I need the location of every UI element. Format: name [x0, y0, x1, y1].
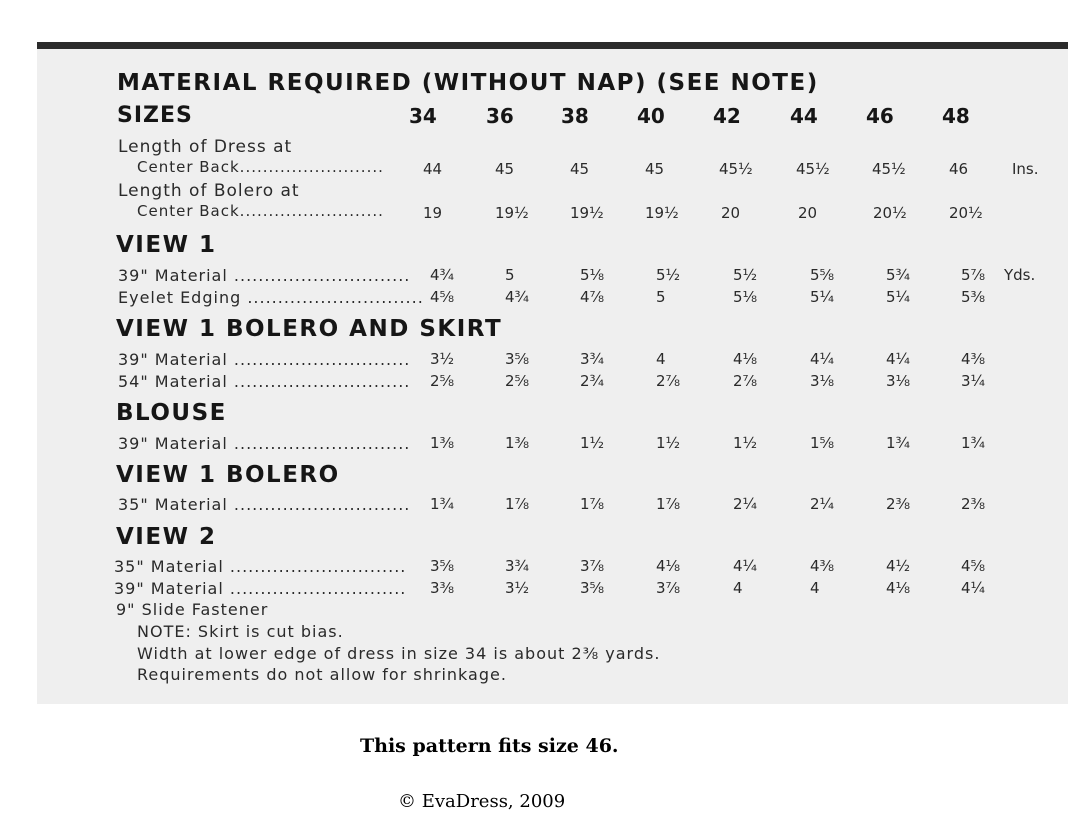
- table-cell: 44: [423, 160, 443, 178]
- table-cell: 4¾: [430, 266, 455, 284]
- table-cell: 4: [733, 579, 743, 597]
- table-cell: 3⅝: [505, 350, 530, 368]
- table-cell: 20½: [873, 204, 907, 222]
- table-cell: 4: [656, 350, 666, 368]
- row-label-slide-fastener: 9" Slide Fastener: [116, 600, 269, 619]
- unit-label: Yds.: [1004, 266, 1036, 284]
- table-cell: 1⅞: [505, 495, 530, 513]
- table-cell: 5¾: [886, 266, 911, 284]
- section-title-view-1: VIEW 1: [116, 232, 217, 258]
- table-cell: 1⅜: [505, 434, 530, 452]
- table-cell: 3⅞: [580, 557, 605, 575]
- table-cell: 20: [798, 204, 818, 222]
- table-cell: 1⅜: [430, 434, 455, 452]
- size-col-42: 42: [713, 104, 741, 128]
- table-cell: 45: [495, 160, 515, 178]
- table-cell: 45½: [796, 160, 830, 178]
- table-cell: 1¾: [430, 495, 455, 513]
- table-cell: 1½: [580, 434, 605, 452]
- table-cell: 1⅞: [580, 495, 605, 513]
- table-cell: 2⅞: [656, 372, 681, 390]
- table-cell: 1⅝: [810, 434, 835, 452]
- table-cell: 45: [645, 160, 665, 178]
- table-cell: 3¾: [580, 350, 605, 368]
- row-label: 39" Material .............................: [118, 434, 411, 453]
- table-cell: 46: [949, 160, 969, 178]
- table-cell: 4¼: [733, 557, 758, 575]
- table-cell: 1½: [733, 434, 758, 452]
- table-cell: 5⅛: [580, 266, 605, 284]
- table-cell: 3⅛: [810, 372, 835, 390]
- table-cell: 4¼: [886, 350, 911, 368]
- note-line: Requirements do not allow for shrinkage.: [137, 665, 507, 684]
- table-cell: 19½: [495, 204, 529, 222]
- row-label: 39" Material .............................: [118, 350, 411, 369]
- section-title-view-1-bolero-and-skirt: VIEW 1 BOLERO AND SKIRT: [116, 316, 503, 342]
- top-rule: [37, 42, 1068, 49]
- table-cell: 4⅝: [430, 288, 455, 306]
- table-cell: 2⅜: [886, 495, 911, 513]
- table-cell: 2⅜: [961, 495, 986, 513]
- table-cell: 5⅞: [961, 266, 986, 284]
- table-cell: 2¾: [580, 372, 605, 390]
- size-col-34: 34: [409, 104, 437, 128]
- size-col-40: 40: [637, 104, 665, 128]
- table-cell: 2⅞: [733, 372, 758, 390]
- table-cell: 4¼: [961, 579, 986, 597]
- unit-label: Ins.: [1012, 160, 1039, 178]
- table-cell: 3⅝: [430, 557, 455, 575]
- table-cell: 1¾: [886, 434, 911, 452]
- table-cell: 5¼: [810, 288, 835, 306]
- dress-length-label: Length of Dress at: [118, 137, 293, 157]
- row-label: 35" Material .............................: [118, 495, 411, 514]
- size-col-46: 46: [866, 104, 894, 128]
- chart-title: MATERIAL REQUIRED (WITHOUT NAP) (SEE NOTE): [117, 70, 819, 96]
- table-cell: 45: [570, 160, 590, 178]
- size-col-44: 44: [790, 104, 818, 128]
- table-cell: 3¼: [961, 372, 986, 390]
- bolero-length-label-cont: Center Back.........................: [137, 202, 384, 220]
- table-cell: 20: [721, 204, 741, 222]
- row-label: 54" Material .............................: [118, 372, 411, 391]
- table-cell: 1⅞: [656, 495, 681, 513]
- table-cell: 5: [505, 266, 515, 284]
- table-cell: 3½: [430, 350, 455, 368]
- table-cell: 4¾: [505, 288, 530, 306]
- section-title-blouse: BLOUSE: [116, 400, 227, 426]
- table-cell: 2⅝: [430, 372, 455, 390]
- table-cell: 5½: [733, 266, 758, 284]
- section-title-view-1-bolero: VIEW 1 BOLERO: [116, 462, 340, 488]
- row-label: 39" Material .............................: [118, 266, 411, 285]
- row-label: Eyelet Edging .............................: [118, 288, 424, 307]
- table-cell: 19½: [570, 204, 604, 222]
- table-cell: 3⅜: [430, 579, 455, 597]
- note-line: Width at lower edge of dress in size 34 is about 2⅜ yards.: [137, 644, 661, 663]
- size-col-36: 36: [486, 104, 514, 128]
- table-cell: 1¾: [961, 434, 986, 452]
- table-cell: 2⅝: [505, 372, 530, 390]
- table-cell: 19½: [645, 204, 679, 222]
- section-title-view-2: VIEW 2: [116, 524, 217, 550]
- table-cell: 4⅝: [961, 557, 986, 575]
- table-cell: 4⅛: [656, 557, 681, 575]
- sizes-label: SIZES: [117, 103, 193, 128]
- table-cell: 5⅜: [961, 288, 986, 306]
- bolero-length-label: Length of Bolero at: [118, 181, 300, 201]
- table-cell: 5¼: [886, 288, 911, 306]
- table-cell: 2¼: [810, 495, 835, 513]
- table-cell: 4: [810, 579, 820, 597]
- table-cell: 5⅛: [733, 288, 758, 306]
- row-label: 35" Material .............................: [114, 557, 407, 576]
- table-cell: 4⅛: [886, 579, 911, 597]
- table-cell: 19: [423, 204, 443, 222]
- table-cell: 5½: [656, 266, 681, 284]
- table-cell: 3⅝: [580, 579, 605, 597]
- note-line: NOTE: Skirt is cut bias.: [137, 622, 344, 641]
- table-cell: 4⅜: [810, 557, 835, 575]
- table-cell: 3⅛: [886, 372, 911, 390]
- table-cell: 4⅛: [733, 350, 758, 368]
- table-cell: 3⅞: [656, 579, 681, 597]
- size-col-38: 38: [561, 104, 589, 128]
- table-cell: 5⅝: [810, 266, 835, 284]
- size-col-48: 48: [942, 104, 970, 128]
- table-cell: 45½: [719, 160, 753, 178]
- table-cell: 1½: [656, 434, 681, 452]
- table-cell: 4⅞: [580, 288, 605, 306]
- table-cell: 3½: [505, 579, 530, 597]
- caption: This pattern fits size 46.: [360, 735, 619, 757]
- table-cell: 4¼: [810, 350, 835, 368]
- table-cell: 45½: [872, 160, 906, 178]
- table-cell: 20½: [949, 204, 983, 222]
- table-cell: 3¾: [505, 557, 530, 575]
- copyright: © EvaDress, 2009: [398, 791, 566, 812]
- table-cell: 5: [656, 288, 666, 306]
- table-cell: 4½: [886, 557, 911, 575]
- dress-length-label-cont: Center Back.........................: [137, 158, 384, 176]
- row-label: 39" Material .............................: [114, 579, 407, 598]
- table-cell: 4⅜: [961, 350, 986, 368]
- table-cell: 2¼: [733, 495, 758, 513]
